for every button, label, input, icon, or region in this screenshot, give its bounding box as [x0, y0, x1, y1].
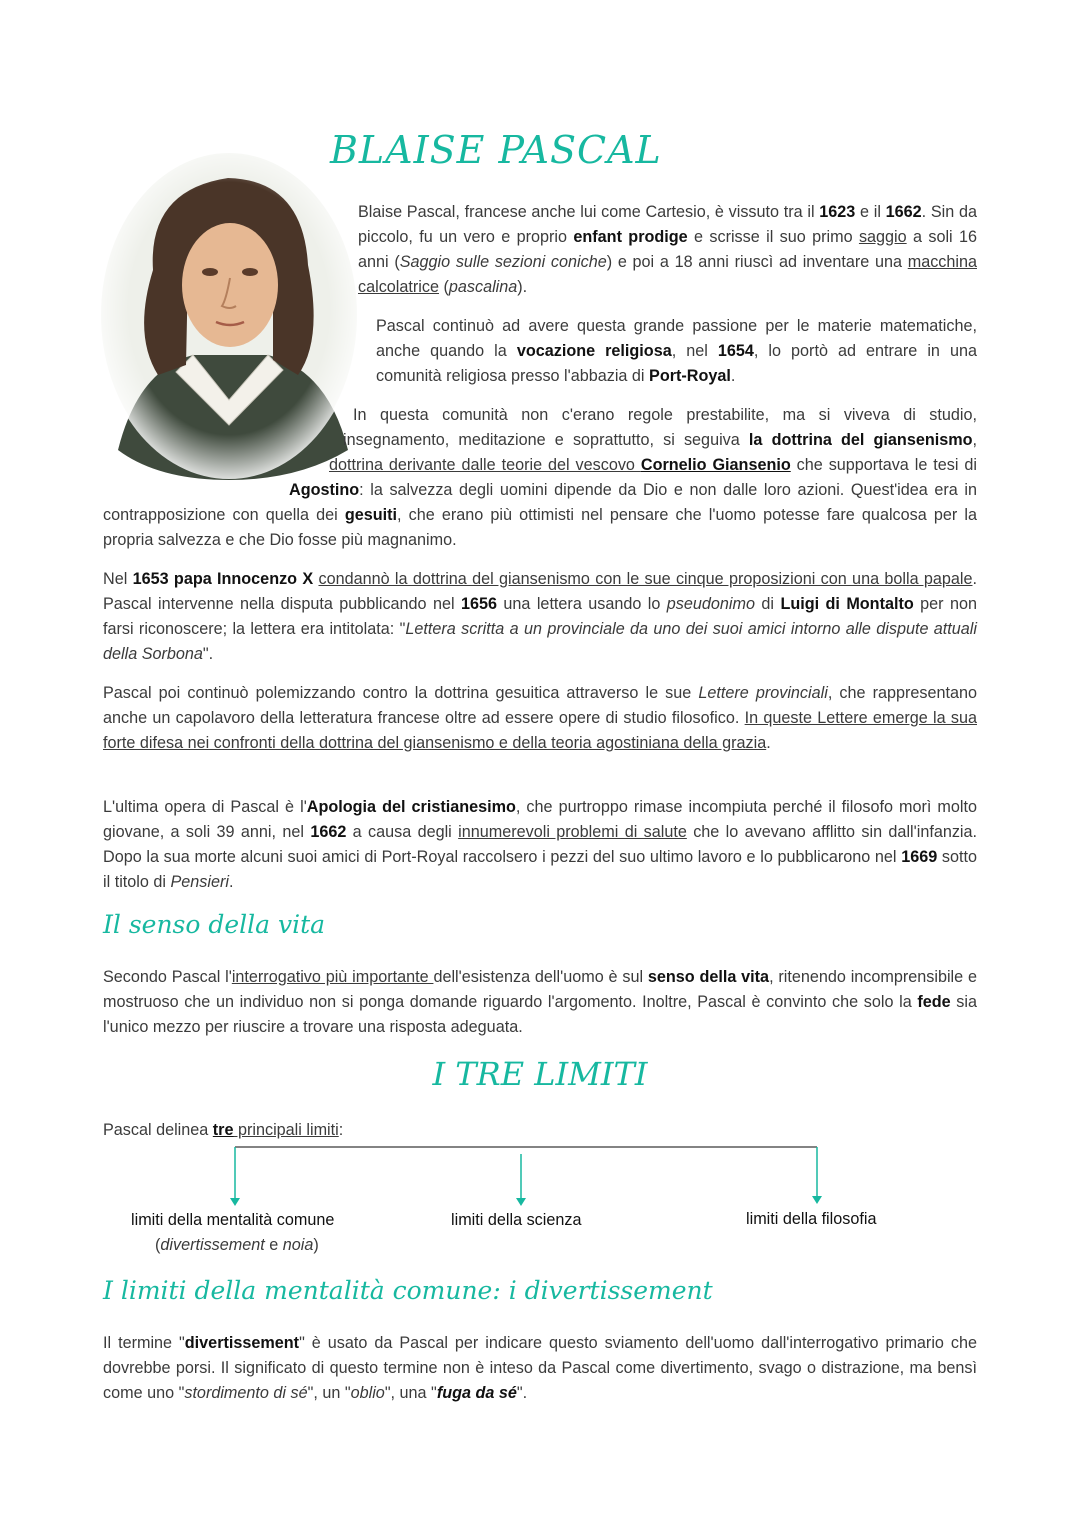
intro-paragraph-2: Pascal continuò ad avere questa grande passione per le materie matematiche, anche quando la vocazione religiosa, nel 1654, lo portò ad entrare in una comunità religiosa presso l'abbazia di Port-Royal.	[376, 317, 977, 385]
heading-tre-limiti: I TRE LIMITI	[432, 1055, 648, 1093]
limit-item-filosofia: limiti della filosofia	[746, 1210, 877, 1228]
paragraph-divertissement: Il termine "divertissement" è usato da Pascal per indicare questo sviamento dell'uomo dall'interrogativo primario che dovrebbe porsi. Il significato di questo termine non è inteso da Pascal come divertimento, svago o distrazione, ma bensì come uno "stordimento di sé", un "oblio", una "fuga da sé".	[103, 1334, 978, 1402]
limiti-diagram-connectors	[0, 1140, 1080, 1210]
arrow-down-icon	[812, 1196, 822, 1204]
paragraph-apologia: L'ultima opera di Pascal è l'Apologia del cristianesimo, che purtroppo rimase incompiuta perché il filosofo morì molto giovane, a soli 39 anni, nel 1662 a causa degli innumerevoli problemi di salute che lo avevano afflitto sin dall'infanzia. Dopo la sua morte alcuni suoi amici di Port-Royal raccolsero i pezzi del suo ultimo lavoro e lo pubblicarono nel 1669 sotto il titolo di Pensieri.	[103, 798, 978, 891]
arrow-down-icon	[230, 1198, 240, 1206]
limit-item-mentalita: limiti della mentalità comune	[131, 1211, 335, 1229]
arrow-down-icon	[516, 1198, 526, 1206]
limiti-intro: Pascal delinea tre principali limiti:	[103, 1121, 344, 1139]
heading-senso-della-vita: Il senso della vita	[103, 910, 326, 939]
paragraph-senso-della-vita: Secondo Pascal l'interrogativo più importante dell'esistenza dell'uomo è sul senso della vita, ritenendo incomprensibile e mostruoso che un individuo non si ponga domande riguardo l'argomento. Inoltre, Pascal è convinto che solo la fede sia l'unico mezzo per riuscire a trovare una risposta adeguata.	[103, 968, 977, 1036]
page-title: BLAISE PASCAL	[330, 128, 662, 172]
intro-paragraph-3: In questa comunità non c'erano regole prestabilite, ma si viveva di studio, insegnamento, meditazione e soprattutto, si seguiva la dottrina del giansenismo, dottrina derivante dalle teorie del vescovo Cornelio Giansenio che supportava le tesi di Agostino: la salvezza degli uomini dipende da Dio e non dalle loro azioni. Quest'idea era in contrapposizione con quella dei gesuiti, che erano più ottimisti nel pensare che l'uomo potesse fare qualcosa per la propria salvezza e che Dio fosse più magnanimo.	[103, 406, 977, 549]
limit-item-scienza: limiti della scienza	[451, 1211, 582, 1229]
limit-item-mentalita-sub: (divertissement e noia)	[155, 1236, 319, 1254]
paragraph-condanna: Nel 1653 papa Innocenzo X condannò la dottrina del giansenismo con le sue cinque proposizioni con una bolla papale. Pascal intervenne nella disputa pubblicando nel 1656 una lettera usando lo pseudonimo di Luigi di Montalto per non farsi riconoscere; la lettera era intitolata: "Lettera scritta a un provinciale da uno dei suoi amici intorno alle dispute attuali della Sorbona".	[103, 570, 977, 663]
paragraph-lettere: Pascal poi continuò polemizzando contro la dottrina gesuitica attraverso le sue Lettere provinciali, che rappresentano anche un capolavoro della letteratura francese oltre ad essere opere di studio filosofico. In queste Lettere emerge la sua forte difesa nei confronti della dottrina del giansenismo e della teoria agostiniana della grazia.	[103, 684, 977, 752]
heading-divertissement: I limiti della mentalità comune: i divertissement	[103, 1276, 713, 1305]
intro-paragraph-1: Blaise Pascal, francese anche lui come Cartesio, è vissuto tra il 1623 e il 1662. Sin da piccolo, fu un vero e proprio enfant prodige e scrisse il suo primo saggio a soli 16 anni (Saggio sulle sezioni coniche) e poi a 18 anni riuscì ad inventare una macchina calcolatrice (pascalina).	[358, 203, 977, 296]
